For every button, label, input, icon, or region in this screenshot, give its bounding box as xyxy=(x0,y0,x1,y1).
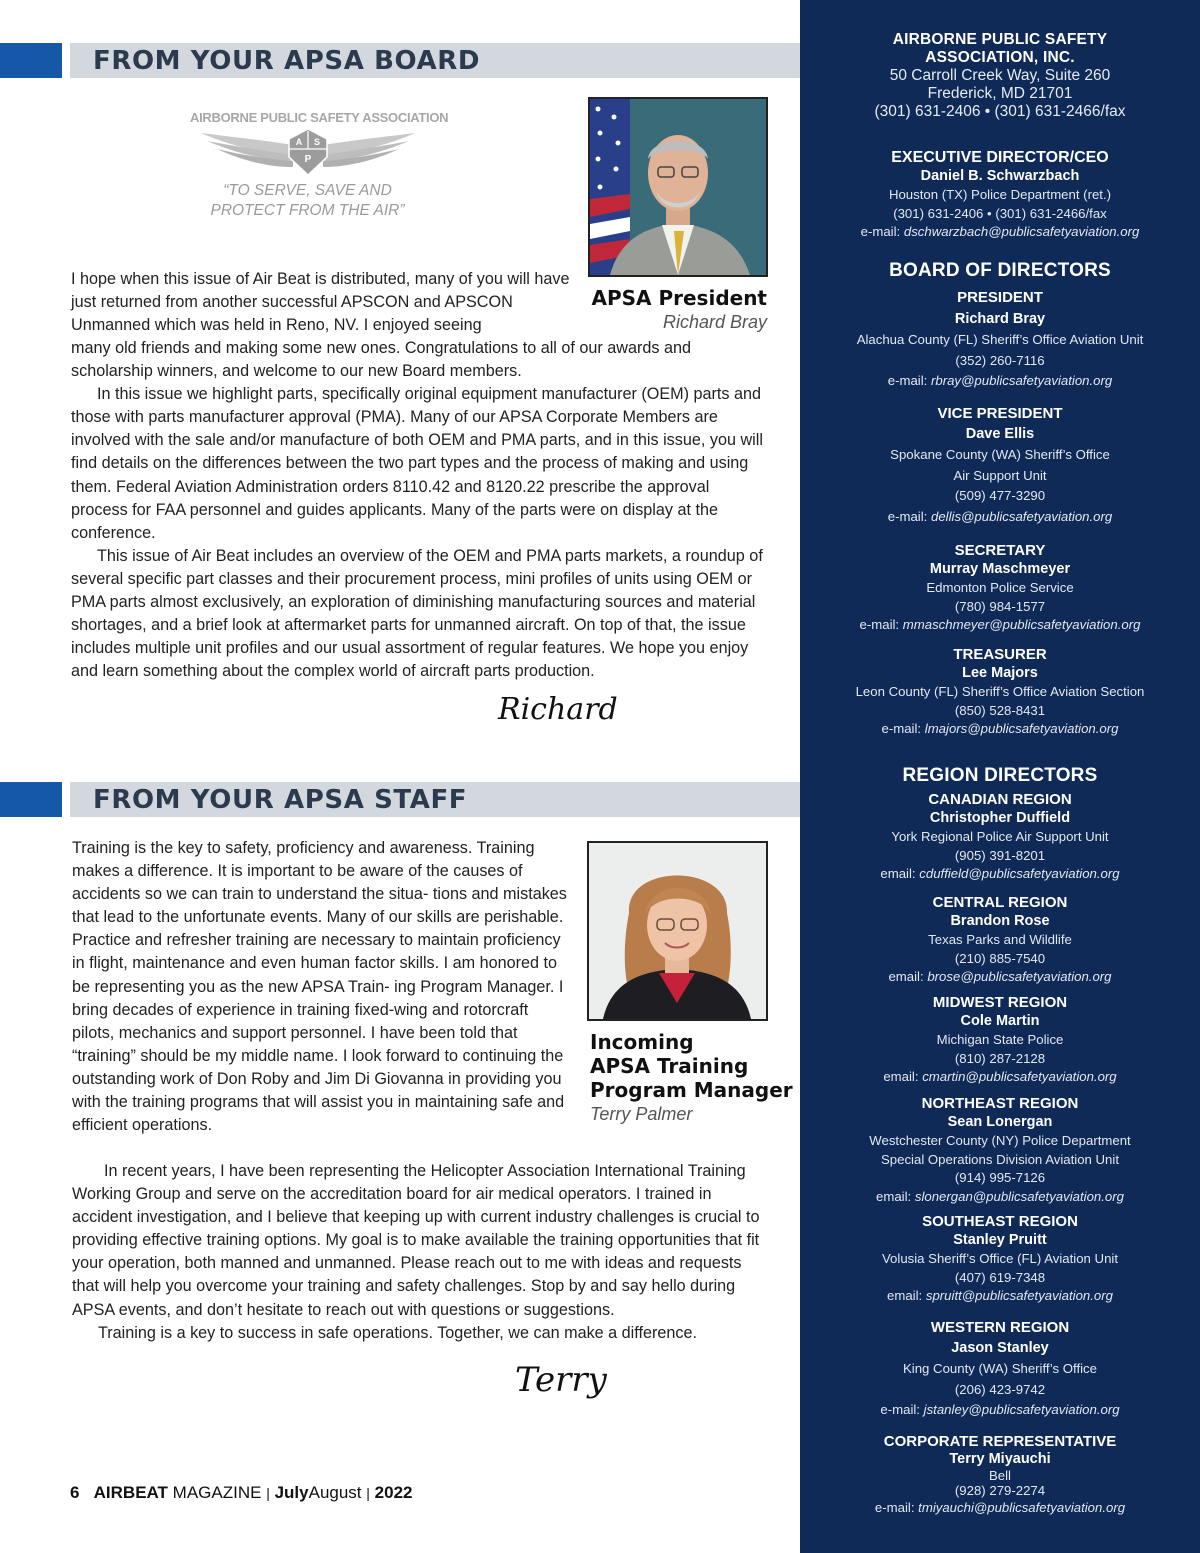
exec-name: Daniel B. Schwarzbach xyxy=(920,168,1080,184)
contact-line: (509) 477-3290 xyxy=(954,488,1046,503)
board-intro-line: will have just returned from another successful APSCON and xyxy=(71,270,570,312)
header-accent-bar xyxy=(0,43,62,78)
contact-email-link[interactable]: slonergan@publicsafetyaviation.org xyxy=(914,1188,1124,1204)
contact-email-link[interactable]: cduffield@publicsafetyaviation.org xyxy=(919,866,1120,881)
contact-line: (352) 260-7116 xyxy=(955,352,1045,368)
contact-email xyxy=(800,1499,1200,1516)
board-paragraph: This issue of Air Beat includes an overview of the OEM and PMA parts markets, a roundup of several specific part classes and their procurement process, mini profiles of units using OEM or PMA parts almost exclusively, an exploration of diminishing manufacturing sources and material shortages, and a brief look at aftermarket parts for unmanned aircraft. On top of that, the issue includes multiple unit profiles and our usual assortment of regular features. We hope you enjoy and learn something about the complex world of aircraft parts production. xyxy=(71,546,763,681)
footer-month: August xyxy=(308,1483,362,1502)
contact-name: Lee Majors xyxy=(962,665,1038,681)
contact-email xyxy=(800,720,1200,739)
contact-line: Edmonton Police Service xyxy=(926,580,1074,595)
contact-line: Michigan State Police xyxy=(936,1032,1064,1047)
contact-email-link[interactable]: brose@publicsafetyaviation.org xyxy=(927,969,1112,984)
contact-role: CENTRAL REGION xyxy=(932,894,1068,911)
contact-role: VICE PRESIDENT xyxy=(937,405,1063,422)
contact-line: (914) 995-7126 xyxy=(954,1170,1046,1185)
contact-email xyxy=(800,1401,1200,1420)
email-label: e-mail: xyxy=(887,508,928,524)
contact-email-link[interactable]: dellis@publicsafetyaviation.org xyxy=(930,508,1113,524)
staff-line: assist you in maintaining safe and efficient operations. xyxy=(72,1093,565,1135)
logo-motto-line-1: “TO SERVE, SAVE AND xyxy=(223,182,392,199)
org-block xyxy=(800,31,1200,121)
president-photo xyxy=(588,97,768,277)
training-caption-name: Terry Palmer xyxy=(590,1104,693,1124)
contact-line: Bell xyxy=(989,1468,1011,1483)
contact-role: MIDWEST REGION xyxy=(932,994,1068,1011)
contact-role: TREASURER xyxy=(953,646,1047,663)
email-label: e-mail: xyxy=(860,224,901,239)
contact-role: NORTHEAST REGION xyxy=(921,1095,1079,1112)
contact-email xyxy=(800,1188,1200,1207)
staff-line: forward to continuing the outstanding work of Don Roby and Jim xyxy=(72,1046,564,1088)
org-name-line-1: AIRBORNE PUBLIC SAFETY xyxy=(892,31,1108,48)
contact-name: Sean Lonergan xyxy=(947,1114,1053,1130)
contact-sidebar xyxy=(800,0,1200,1553)
contact-email xyxy=(800,1287,1200,1306)
board-secretary xyxy=(800,541,1200,635)
staff-line: Training is the key to safety, proficiency and awareness. xyxy=(72,839,473,857)
footer-month-bold: July xyxy=(274,1483,309,1502)
contact-role: CANADIAN REGION xyxy=(928,791,1072,808)
staff-line: even human factor skills. xyxy=(260,954,440,973)
contact-name: Jason Stanley xyxy=(951,1340,1049,1356)
staff-narrow-text xyxy=(72,837,572,1137)
contact-line: Spokane County (WA) Sheriff’s Office xyxy=(890,447,1110,462)
board-intro-line: APSCON Unmanned which was held in Reno, NV. I enjoyed seeing xyxy=(71,293,513,335)
staff-line: Training makes a difference. It is important to be aware of the xyxy=(72,839,535,881)
board-paragraph: many old friends and making some new ones. Congratulations to all of our awards and scholarship winners, and welcome to our new Board members. xyxy=(71,339,691,381)
contact-role: WESTERN REGION xyxy=(930,1319,1070,1336)
staff-paragraph: In recent years, I have been representing the Helicopter Association International Training Working Group and serve on the accreditation board for air medical operators. I trained in accident investigation, and I believe that keeping up with current industry challenges is crucial to providing effective training options. My goal is to make available the training opportunities that fit your operation, both manned and unmanned. Please reach out to me with ideas and requests that will help you overcome your training and safety challenges. Stop by and say hello during APSA events, and don’t hesitate to reach out with questions or suggestions. xyxy=(72,1162,760,1319)
contact-email xyxy=(800,372,1200,391)
contact-name: Terry Miyauchi xyxy=(949,1451,1051,1467)
header-accent-bar xyxy=(0,782,62,817)
contact-name: Brandon Rose xyxy=(950,913,1050,929)
page-number: 6 xyxy=(70,1483,80,1502)
contact-line: Volusia Sheriff’s Office (FL) Aviation Unit xyxy=(881,1251,1119,1266)
region-southeast xyxy=(800,1212,1200,1306)
staff-line: causes of accidents so we can train to understand the situa- xyxy=(72,862,523,904)
richard-signature: Richard xyxy=(498,692,618,727)
contact-email-link[interactable]: lmajors@publicsafetyaviation.org xyxy=(924,721,1119,736)
email-label: e-mail: xyxy=(874,1500,915,1515)
contact-line: (850) 528-8431 xyxy=(954,702,1046,718)
corporate-representative xyxy=(800,1433,1200,1516)
footer-magazine: MAGAZINE xyxy=(172,1483,262,1502)
contact-email xyxy=(800,968,1200,987)
exec-title: EXECUTIVE DIRECTOR/CEO xyxy=(891,149,1109,166)
region-central xyxy=(800,893,1200,987)
logo-letter-p: P xyxy=(304,154,311,165)
email-label: email: xyxy=(883,1069,919,1084)
staff-paragraph: Training is a key to success in safe operations. Together, we can make a difference. xyxy=(98,1323,697,1342)
contact-email xyxy=(800,1068,1200,1087)
contact-line: York Regional Police Air Support Unit xyxy=(891,829,1109,844)
staff-section-header xyxy=(0,782,800,817)
logo-motto-line-2: PROTECT FROM THE AIR” xyxy=(210,202,405,219)
contact-email xyxy=(800,616,1200,635)
contact-name: Christopher Duffield xyxy=(929,810,1071,826)
training-manager-caption xyxy=(590,1030,800,1126)
contact-line: (206) 423-9742 xyxy=(954,1381,1046,1397)
apsa-logo xyxy=(190,110,449,221)
contact-line: Texas Parks and Wildlife xyxy=(928,932,1072,947)
board-intro-line: I hope when this issue of Air Beat is distributed, many of you xyxy=(71,270,503,288)
board-treasurer xyxy=(800,645,1200,739)
contact-line: Westchester County (NY) Police Department xyxy=(869,1133,1131,1148)
email-label: e-mail: xyxy=(880,1402,920,1417)
contact-name: Stanley Pruitt xyxy=(953,1232,1047,1248)
contact-line: King County (WA) Sheriff’s Office xyxy=(903,1361,1097,1376)
board-paragraph: In this issue we highlight parts, specifically original equipment manufacturer (OEM) parts and those with parts manufacturer approval (PMA). Many of our APSA Corporate Members are involved with the sale and/or manufacture of both OEM and PMA parts, and in this issue, you will find details on the differences between the two part types and the process of making and using them. Federal Aviation Administration orders 8110.42 and 8120.22 prescribe the approval process for FAA personnel and guides applicants. Many of the parts were on display at the conference. xyxy=(71,385,763,542)
email-label: email: xyxy=(876,1188,912,1204)
contact-email-link[interactable]: mmaschmeyer@publicsafetyaviation.org xyxy=(902,617,1141,632)
staff-line: our skills are perishable. Practice and refresher training are xyxy=(72,908,564,950)
footer-separator: | xyxy=(266,1485,270,1501)
org-phone: (301) 631-2406 • (301) 631-2466/fax xyxy=(874,103,1126,120)
president-caption-name: Richard Bray xyxy=(662,312,767,332)
region-canadian xyxy=(800,790,1200,884)
org-address-line-1: 50 Carroll Creek Way, Suite 260 xyxy=(889,67,1111,84)
terry-signature: Terry xyxy=(515,1360,607,1400)
org-name-line-2: ASSOCIATION, INC. xyxy=(925,49,1075,66)
email-label: e-mail: xyxy=(859,617,900,632)
contact-name: Dave Ellis xyxy=(965,426,1035,442)
contact-email-link[interactable]: rbray@publicsafetyaviation.org xyxy=(930,373,1113,388)
exec-phone: (301) 631-2406 • (301) 631-2466/fax xyxy=(893,205,1107,221)
email-label: e-mail: xyxy=(881,721,922,736)
region-northeast xyxy=(800,1094,1200,1206)
contact-email xyxy=(800,865,1200,884)
contact-role: PRESIDENT xyxy=(957,289,1043,306)
board-directors-heading-block xyxy=(800,259,1200,283)
exec-email xyxy=(800,223,1200,242)
president-caption-title: APSA President xyxy=(591,286,767,310)
staff-line: necessary to maintain proficiency in flight, maintenance and xyxy=(72,931,561,973)
contact-email-link[interactable]: tmiyauchi@publicsafetyaviation.org xyxy=(918,1500,1126,1515)
contact-email-link[interactable]: spruitt@publicsafetyaviation.org xyxy=(925,1288,1113,1303)
staff-line: fixed-wing and rotorcraft pilots, mechanics and support personnel. xyxy=(72,1000,529,1042)
logo-letter-s: S xyxy=(313,137,320,147)
board-section-header xyxy=(0,43,800,78)
contact-line: (928) 279-2274 xyxy=(954,1483,1046,1498)
contact-line: Alachua County (FL) Sheriff’s Office Aviation Unit xyxy=(856,332,1144,347)
contact-name: Cole Martin xyxy=(960,1013,1040,1029)
contact-line: Leon County (FL) Sheriff’s Office Aviation Section xyxy=(855,684,1145,699)
board-vice-president xyxy=(800,404,1200,526)
exec-director-block xyxy=(800,148,1200,242)
contact-line: (407) 619-7348 xyxy=(954,1269,1046,1285)
board-directors-heading: BOARD OF DIRECTORS xyxy=(889,260,1111,281)
contact-name: Murray Maschmeyer xyxy=(929,561,1071,577)
staff-body-text xyxy=(72,1160,768,1345)
training-manager-photo xyxy=(587,841,768,1021)
contact-role: SOUTHEAST REGION xyxy=(922,1213,1078,1230)
logo-name: AIRBORNE PUBLIC SAFETY ASSOCIATION xyxy=(190,110,449,125)
contact-role: CORPORATE REPRESENTATIVE xyxy=(883,1433,1117,1450)
exec-email-link[interactable]: dschwarzbach@publicsafetyaviation.org xyxy=(903,224,1140,239)
contact-name: Richard Bray xyxy=(954,311,1046,327)
region-western xyxy=(800,1318,1200,1420)
footer-brand: AIRBEAT xyxy=(93,1483,168,1502)
contact-line: Special Operations Division Aviation Unit xyxy=(881,1151,1119,1167)
staff-line: ing Program Manager. I bring decades of experience in training xyxy=(72,977,564,1019)
email-label: email: xyxy=(887,1288,923,1303)
email-label: e-mail: xyxy=(887,373,928,388)
exec-affiliation: Houston (TX) Police Department (ret.) xyxy=(888,187,1112,202)
contact-role: SECRETARY xyxy=(954,542,1046,559)
contact-email-link[interactable]: cmartin@publicsafetyaviation.org xyxy=(922,1069,1117,1084)
staff-line: tions and mistakes that lead to the unfortunate events. Many of xyxy=(72,885,567,927)
page-footer xyxy=(70,1483,412,1503)
president-caption xyxy=(560,286,767,334)
contact-line: Air Support Unit xyxy=(953,467,1047,483)
staff-line: I am honored to be representing you as the new APSA Train- xyxy=(72,954,558,996)
wings-emblem-icon xyxy=(193,127,423,177)
logo-letter-a: A xyxy=(295,137,302,147)
training-caption-title-3: Program Manager xyxy=(590,1078,793,1102)
staff-line: I have been told that “training” should be my middle name. I look xyxy=(72,1023,518,1065)
contact-email xyxy=(800,508,1200,527)
org-address-line-2: Frederick, MD 21701 xyxy=(927,85,1073,102)
board-heading: FROM YOUR APSA BOARD xyxy=(93,46,481,76)
staff-heading: FROM YOUR APSA STAFF xyxy=(93,785,468,815)
footer-separator: | xyxy=(366,1485,370,1501)
region-directors-heading-block xyxy=(800,764,1200,788)
region-midwest xyxy=(800,993,1200,1087)
training-caption-title-2: APSA Training xyxy=(590,1054,749,1078)
contact-line: (210) 885-7540 xyxy=(954,950,1046,966)
email-label: email: xyxy=(888,969,924,984)
training-caption-title-1: Incoming xyxy=(590,1030,694,1054)
contact-line: (810) 287-2128 xyxy=(954,1050,1046,1066)
board-intro-text xyxy=(71,268,571,337)
board-body-text xyxy=(71,337,768,683)
staff-line: Di Giovanna in providing you with the training programs that will xyxy=(72,1069,562,1112)
board-president xyxy=(800,288,1200,391)
contact-email-link[interactable]: jstanley@publicsafetyaviation.org xyxy=(923,1402,1120,1417)
footer-year: 2022 xyxy=(374,1483,413,1502)
region-directors-heading: REGION DIRECTORS xyxy=(902,765,1098,786)
contact-line: (905) 391-8201 xyxy=(954,847,1046,863)
email-label: email: xyxy=(880,866,916,881)
contact-line: (780) 984-1577 xyxy=(954,598,1046,614)
